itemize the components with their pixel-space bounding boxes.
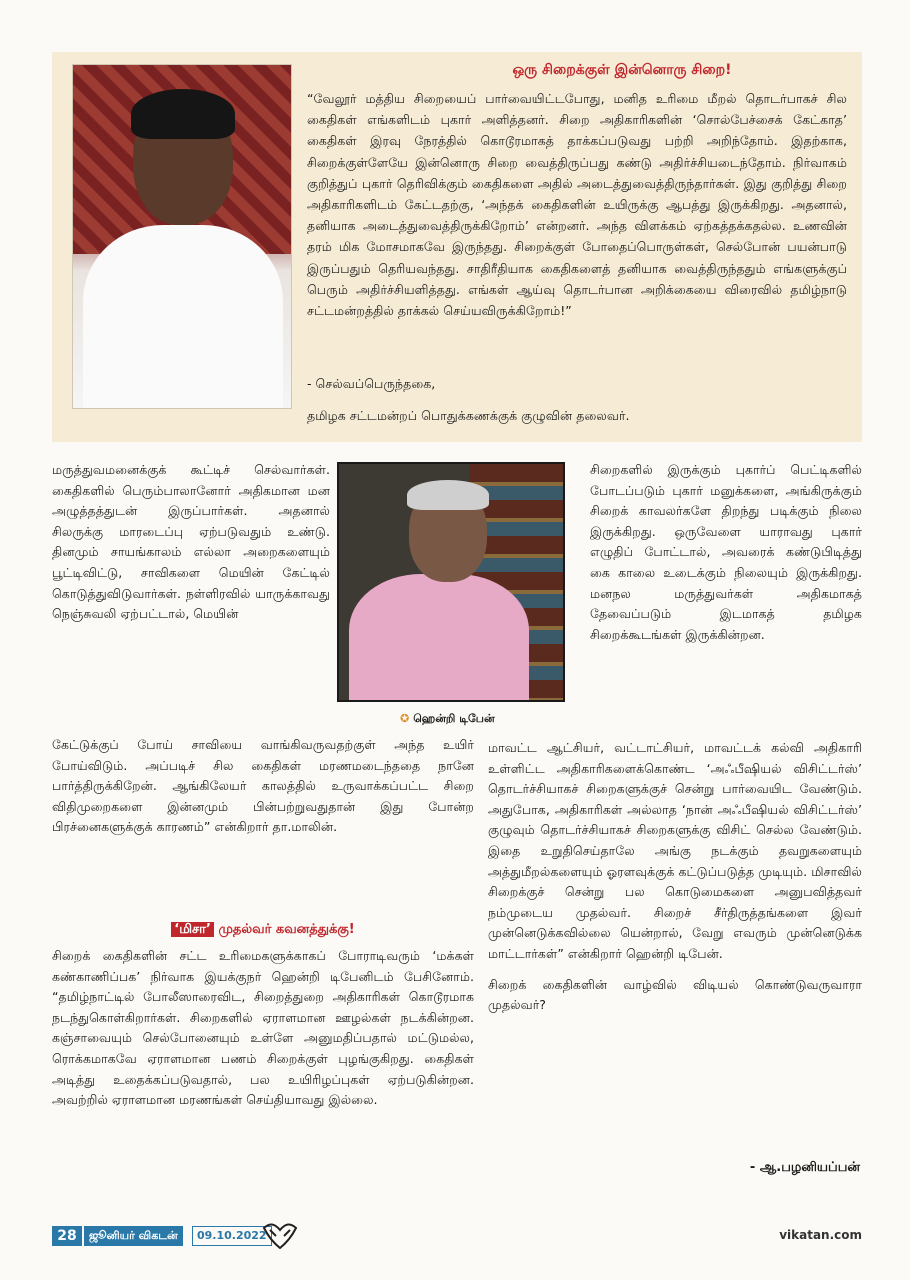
photo-selvaperunthagai bbox=[72, 64, 292, 409]
right-paragraph-2: மாவட்ட ஆட்சியர், வட்டாட்சியர், மாவட்டக் கல்வி அதிகாரி உள்ளிட்ட அதிகாரிகளைக்கொண்ட ‘அஃபீஷியல் விசிட்டர்ஸ்’ தொடர்ச்சியாகச் சிறைகளுக்குச் சென்று பார்வையிட வேண்டும். அதுபோக, அதிகாரிகள் அல்லாத ‘நான் அஃபீஷியல் விசிட்டர்ஸ்’ குழுவும் தொடர்ச்சியாகச் சிறைகளுக்கு விசிட் செல்ல வேண்டும். இதை உறுதிசெய்தாலே அங்கு நடக்கும் தவறுகளையும் அத்துமீறல்களையும் ஓரளவுக்குக் கட்டுப்படுத்த முடியும். மிசாவில் சிறைக்குச் சென்று பல கொடுமைகளை அனுபவித்தவர் நம்முடைய முதல்வர். சிறைச் சீர்திருத்தங்களை இவர் முன்னெடுக்கவில்லை யென்றால், வேறு எவரும் முன்னெடுக்க மாட்டார்கள்” என்கிறார் ஹென்றி டிபேன். bbox=[488, 740, 862, 961]
quote-panel bbox=[52, 52, 862, 442]
attribution-role: தமிழக சட்டமன்றப் பொதுக்கணக்குக் குழுவின் தலைவர். bbox=[307, 408, 630, 423]
section-subheading bbox=[52, 922, 474, 938]
subheading-text: முதல்வர் கவனத்துக்கு! bbox=[213, 922, 355, 937]
quote-body: “வேலூர் மத்திய சிறையைப் பார்வையிட்டபோது, மனித உரிமை மீறல் தொடர்பாகச் சில கைதிகள் எங்களிடம் புகார் அளித்தனர். சிறை அதிகாரிகளின் ‘சொல்பேச்சைக் கேட்காத’ கைதிகள் இரவு நேரத்தில் கொடூரமாகத் தாக்கப்படுவது பற்றி அறிந்தோம். இதற்காக, சிறைக்குள்ளேயே இன்னொரு சிறை வைத்திருப்பது கண்டு அதிர்ச்சியடைந்தோம். நிர்வாகம் குறித்துப் புகார் தெரிவிக்கும் கைதிகளை அதில் அடைத்துவைத்திருந்தார்கள். இது குறித்து சிறை அதிகாரிகளிடம் கேட்டதற்கு, ‘அந்தக் கைதிகளின் உயிருக்கு ஆபத்து இருக்கிறது. அதனால், தனியாக அடைத்துவைத்திருக்கிறோம்’ என்றனர். அந்த விளக்கம் ஏற்கத்தக்கதல்ல. உணவின் தரம் மிக மோசமாகவே இருந்தது. சிறைக்குள் போதைப்பொருள்கள், செல்போன் பயன்பாடு இருப்பதும் தெரியவந்தது. சாதிரீதியாக கைதிகளைத் தனியாக வைத்திருந்ததும் எங்களுக்குப் பெரும் அதிர்ச்சியளித்தது. எங்கள் ஆய்வு தொடர்பான அறிக்கையை விரைவில் தமிழ்நாடு சட்டமன்றத்தில் தாக்கல் செய்யவிருக்கிறோம்!” bbox=[307, 91, 847, 319]
bullet-icon: ✪ bbox=[400, 712, 410, 725]
photo-henry-tiphagne bbox=[337, 462, 565, 702]
left-column-top: மருத்துவமனைக்குக் கூட்டிச் செல்வார்கள். கைதிகளில் பெரும்பாலானோர் அதிகமான மன அழுத்தத்துடன் இருப்பார்கள். அதனால் சிலருக்கு மாரடைப்பு ஏற்படுவதும் உண்டு. தினமும் சாயங்காலம் எல்லா அறைகளையும் பூட்டிவிட்டு, சாவிகளை மெயின் கேட்டில் கொடுத்துவிடுவார்கள். நள்ளிரவில் யாருக்காவது நெஞ்சுவலி ஏற்பட்டால், மெயின் bbox=[52, 462, 330, 622]
quote-title: ஒரு சிறைக்குள் இன்னொரு சிறை! bbox=[512, 62, 732, 78]
author-signature: - ஆ.பழனியப்பன் bbox=[749, 1160, 860, 1175]
right-column-lower bbox=[488, 738, 862, 1026]
left-column-continued: கேட்டுக்குப் போய் சாவியை வாங்கிவருவதற்குள் அந்த உயிர் போய்விடும். அப்படிச் சில கைதிகள் மரணமடைந்ததை நானே பார்த்திருக்கிறேன். ஆங்கிலேயர் காலத்தில் உருவாக்கப்பட்ட சிறை விதிமுறைகளை இன்னமும் பின்பற்றுவதுதான் இது போன்ற பிரச்னைகளுக்குக் காரணம்” என்கிறார் தா.மாலின். bbox=[52, 737, 474, 835]
right-column-top: சிறைகளில் இருக்கும் புகார்ப் பெட்டிகளில் போடப்படும் புகார் மனுக்களை, அங்கிருக்கும் சிறைக் காவலர்களே திறந்து படிக்கும் நிலை இருக்கிறது. ஒருவேளை யாராவது புகார் எழுதிப் போட்டால், அவரைக் கண்டுபிடித்து கை காலை உடைக்கும் நிலையும் இருக்கிறது. மனநல மருத்துவர்கள் அதிகமாகத் தேவைப்படும் இடமாகத் தமிழக சிறைக்கூடங்கள் இருக்கின்றன. bbox=[590, 462, 862, 642]
magazine-logo-icon bbox=[262, 1218, 298, 1250]
issue-date: 09.10.2022 bbox=[192, 1226, 272, 1246]
quote-attribution bbox=[307, 368, 847, 432]
page-number: 28 bbox=[52, 1226, 82, 1246]
magazine-name: ஜூனியர் விகடன் bbox=[84, 1226, 183, 1246]
left-column-lower: சிறைக் கைதிகளின் சட்ட உரிமைகளுக்காகப் போராடிவரும் ‘மக்கள் கண்காணிப்பக’ நிர்வாக இயக்குநர் ஹென்றி டிபேனிடம் பேசினோம். “தமிழ்நாட்டில் போலீஸாரைவிட, சிறைத்துறை அதிகாரிகள் கொடூரமாக நடந்துகொள்கிறார்கள். சிறைகளில் ஏராளமான ஊழல்கள் நடக்கின்றன. கஞ்சாவையும் செல்போனையும் உள்ளே அனுமதிப்பதால் மட்டுமல்ல, ரொக்கமாகவே ஏராளமான பணம் சிறைக்குள் புழங்குகிறது. கைதிகள் அடித்து உதைக்கப்படுவதால், பல உயிரிழப்புகள் ஏற்படுகின்றன. அவற்றில் ஏராளமான மரணங்கள் செய்தியாவது இல்லை. bbox=[52, 948, 474, 1108]
attribution-name: - செல்வப்பெருந்தகை, bbox=[307, 376, 436, 391]
subheading-highlight: ‘மிசா’ bbox=[171, 922, 214, 937]
photo-caption: ✪ ஹென்றி டிபேன் bbox=[400, 712, 495, 725]
right-paragraph-3: சிறைக் கைதிகளின் வாழ்வில் விடியல் கொண்டுவருவாரா முதல்வர்? bbox=[488, 976, 862, 1013]
website-link[interactable]: vikatan.com bbox=[779, 1228, 862, 1242]
page-footer bbox=[52, 1224, 862, 1250]
